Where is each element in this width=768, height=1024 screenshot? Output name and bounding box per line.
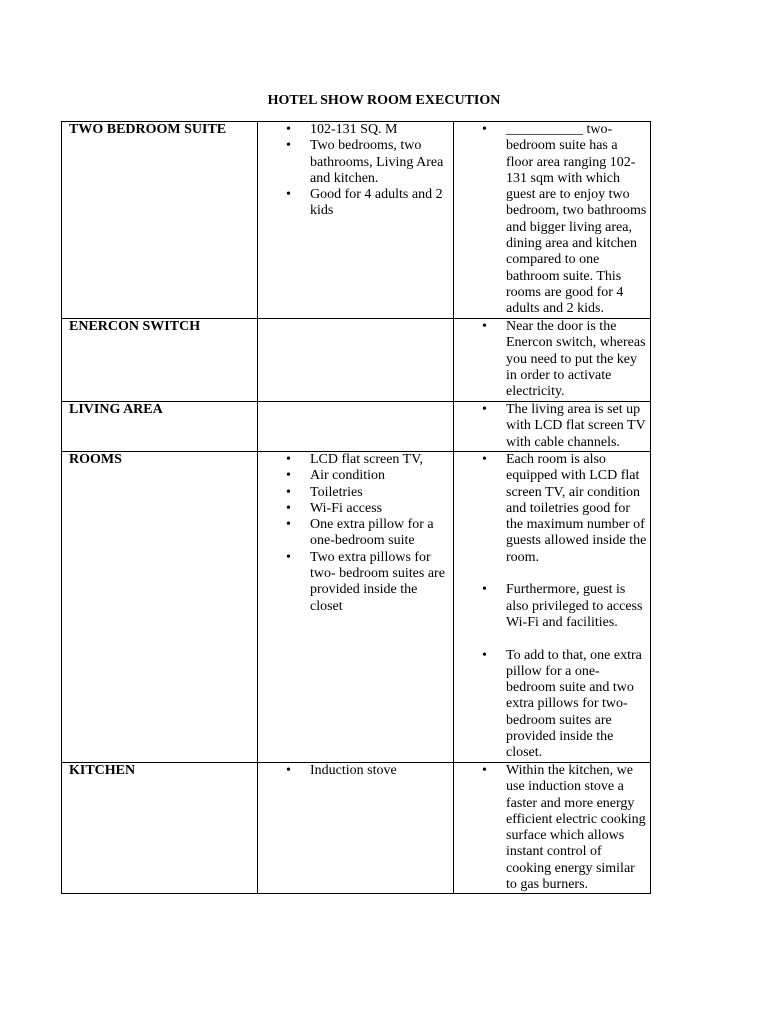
row-label: ROOMS — [69, 452, 122, 467]
row-label: TWO BEDROOM SUITE — [69, 122, 227, 137]
list-item: • Near the door is the Enercon switch, whereas you need to put the key in order to activate electricity. — [461, 319, 647, 400]
execution-table — [61, 121, 651, 894]
row-label-cell — [62, 122, 258, 319]
description-cell — [454, 122, 651, 319]
description-list — [461, 319, 647, 400]
list-item: • Induction stove — [265, 763, 450, 779]
list-item: • Each room is also equipped with LCD flat screen TV, air condition and toiletries good for the maximum number of guests allowed inside the room. — [461, 452, 647, 566]
features-list — [265, 122, 450, 220]
description-list — [461, 763, 647, 893]
page-title: HOTEL SHOW ROOM EXECUTION — [267, 93, 501, 108]
description-cell — [454, 763, 651, 894]
list-item: • LCD flat screen TV, — [265, 452, 450, 468]
list-item: • Furthermore, guest is also privileged to access Wi-Fi and facilities. — [461, 582, 647, 631]
row-label-cell — [62, 763, 258, 894]
list-item: • 102-131 SQ. M — [265, 122, 450, 138]
features-cell — [258, 452, 454, 763]
row-label: ENERCON SWITCH — [69, 319, 201, 334]
features-cell — [258, 319, 454, 402]
table-row — [62, 763, 651, 894]
list-item: • Toiletries — [265, 485, 450, 501]
list-item: • The living area is set up with LCD flat screen TV with cable channels. — [461, 402, 647, 451]
list-item: • Air condition — [265, 468, 450, 484]
list-item: • Within the kitchen, we use induction stove a faster and more energy efficient electric cooking surface which allows instant control of cooking energy similar to gas burners. — [461, 763, 647, 893]
features-cell — [258, 122, 454, 319]
features-list — [265, 763, 450, 779]
row-label-cell — [62, 452, 258, 763]
description-cell — [454, 402, 651, 452]
list-item: • Two extra pillows for two- bedroom suites are provided inside the closet — [265, 550, 450, 615]
features-cell — [258, 763, 454, 894]
row-label: KITCHEN — [69, 763, 136, 778]
table-row — [62, 122, 651, 319]
description-list — [461, 402, 647, 451]
description-cell — [454, 319, 651, 402]
description-cell — [454, 452, 651, 763]
row-label-cell — [62, 319, 258, 402]
list-item: • Good for 4 adults and 2 kids — [265, 187, 450, 220]
description-list — [461, 452, 647, 762]
list-item: • Two bedrooms, two bathrooms, Living Area and kitchen. — [265, 138, 450, 187]
row-label-cell — [62, 402, 258, 452]
list-item: • ___________ two-bedroom suite has a floor area ranging 102-131 sqm with which guest are to enjoy two bedroom, two bathrooms and bigger living area, dining area and kitchen compared to one bathroom suite. This rooms are good for 4 adults and 2 kids. — [461, 122, 647, 318]
row-label: LIVING AREA — [69, 402, 163, 417]
table-row — [62, 402, 651, 452]
list-item: • One extra pillow for a one-bedroom suite — [265, 517, 450, 550]
table-row — [62, 319, 651, 402]
description-list — [461, 122, 647, 318]
table-row — [62, 452, 651, 763]
list-item: • To add to that, one extra pillow for a one-bedroom suite and two extra pillows for two-bedroom suites are provided inside the closet. — [461, 648, 647, 762]
features-list — [265, 452, 450, 615]
list-item: • Wi-Fi access — [265, 501, 450, 517]
features-cell — [258, 402, 454, 452]
